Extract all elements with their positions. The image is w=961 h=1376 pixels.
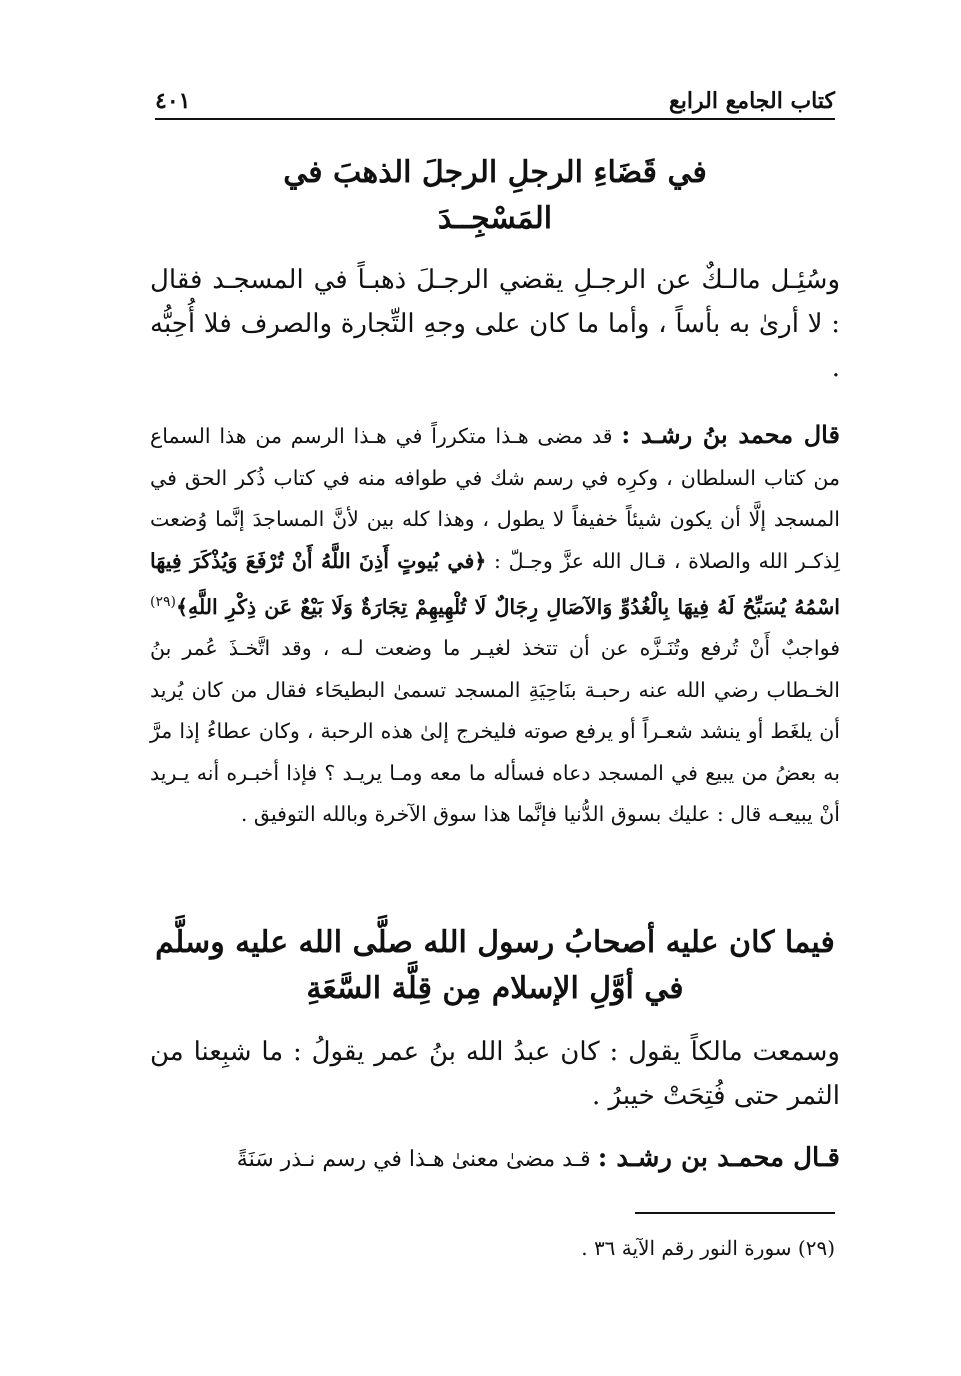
section-heading-2-line1: فيما كان عليه أصحابُ رسول الله صلَّى الله عليه وسلَّم	[155, 925, 835, 960]
commentary-paragraph-1	[150, 414, 840, 836]
footnote-separator	[635, 1212, 835, 1214]
running-header	[155, 82, 835, 120]
book-title: كتاب الجامع الرابع	[669, 88, 835, 114]
commentary-speaker-2: قـال محمـد بن رشـد :	[597, 1143, 840, 1173]
section-heading-1-line1: في قَضَاءِ الرجلِ الرجلَ الذهبَ في	[283, 155, 707, 190]
commentary-text-b: فواجبٌ أَنْ تُرفع وتُنَـزَّه عن أن تتخذ لغيـر ما وضعت لـه ، وقد اتَّخـذَ عُمر بنُ الخـطاب رضي الله عنه رحبـة بنَاحِيَةِ المسجد تسمىٰ البطيحَاء فقال من كان يُريد أن يلغَط أو ينشد شعـراً أو يرفع صوته فليخرج إلىٰ هذه الرحبة ، وكان عطاءُ إذا مرَّ به بعضُ من يبيع في المسجد دعاه فسأله ما معه ومـا يريـد ؟ فإذا أخبـره أنه يـريد أنْ يبيعـه قال : عليك بسوق الدُّنيا فإنَّما هذا سوق الآخرة وبالله التوفيق .	[150, 636, 841, 827]
section-heading-1	[150, 150, 840, 242]
footnote: (٢٩) سورة النور رقم الآية ٣٦ .	[581, 1236, 835, 1260]
footnote-reference: (٢٩)	[150, 594, 176, 610]
commentary-text-2: قـد مضىٰ معنىٰ هـذا في رسم نـذر سَنَةً	[236, 1147, 591, 1172]
quran-verse: ﴿في بُيوتٍ أَذِنَ اللَّهُ أَنْ تُرْفَعَ وَيُذْكَرَ فِيهَا اسْمُهُ يُسَبِّحُ لَهُ فِيهَا بِالْغُدُوِّ وَالآصَالِ رِجَالٌ لَا تُلْهِيهِمْ تِجَارَةٌ وَلَا بَيْعٌ عَن ذِكْرِ اللَّهِ﴾	[150, 548, 840, 619]
section-heading-1-line2: المَسْجِــدَ	[437, 201, 553, 236]
commentary-speaker: قال محمد بنُ رشـد :	[621, 420, 840, 449]
commentary-text-a: قد مضى هـذا متكرراً في هـذا الرسم من هذا السماع من كتاب السلطان ، وكرِه في رسم شك في طوافه منه في كتاب ذُكر الحق في المسجد إلَّا أن يكون شيئاً خفيفاً لا يطول ، وهذا كله بين لأنَّ المساجدَ إنَّما وُضعت لِذكـر الله والصلاة ، قـال الله عزَّ وجـلّ :	[150, 424, 840, 573]
section-heading-2-line2: في أوَّلِ الإسلام مِن قِلَّة السَّعَةِ	[306, 971, 684, 1006]
page-number: ٤٠١	[155, 88, 191, 114]
question-paragraph-2: وسمعت مالكاً يقول : كان عبدُ الله بنُ عمر يقولُ : ما شبِعنا من الثمر حتى فُتِحَتْ خيبرُ .	[150, 1037, 840, 1111]
question-paragraph-1: وسُئِـل مالـكٌ عن الرجـلِ يقضي الرجـلَ ذهبـاً في المسجـد فقال : لا أرىٰ به بأساً ، وأما ما كان على وجهِ التِّجارة والصرف فلا أُحِبُّه .	[150, 265, 840, 383]
commentary-paragraph-2	[150, 1138, 840, 1180]
section-heading-2	[150, 920, 840, 1012]
